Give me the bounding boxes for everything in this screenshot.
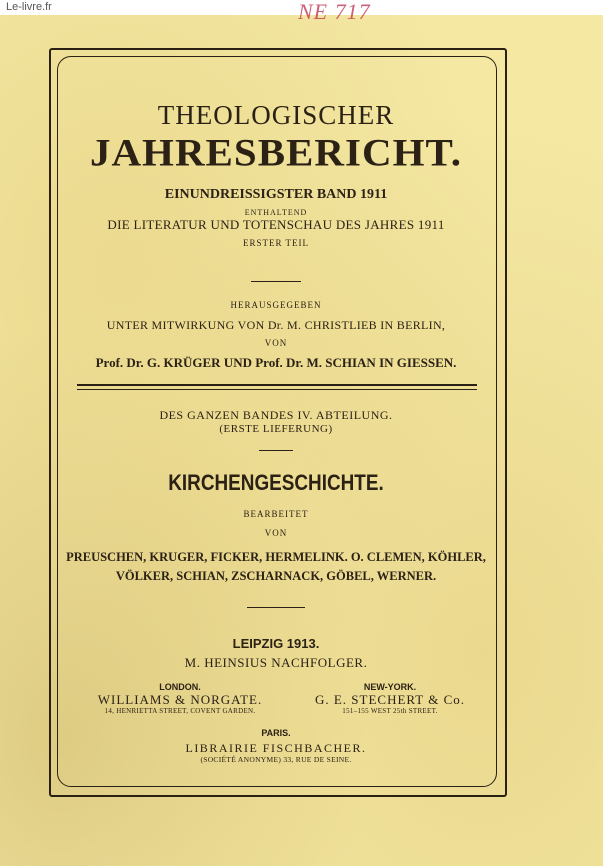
paris-city: PARIS. (261, 728, 291, 738)
subject-title: KIRCHENGESCHICHTE. (168, 470, 384, 495)
handwritten-mark: NE 717 (298, 0, 371, 24)
london-city: LONDON. (159, 682, 201, 692)
editors-line: Prof. Dr. G. KRÜGER UND Prof. Dr. M. SCHIAN IN GIESSEN. (95, 355, 457, 370)
ny-city: NEW-YORK. (363, 682, 417, 692)
place-year: LEIPZIG 1913. (232, 636, 320, 651)
by-label-2: VON (264, 528, 288, 538)
volume-line: EINUNDREISSIGSTER BAND 1911 (164, 187, 388, 202)
london-address: 14, HENRIETTA STREET, COVENT GARDEN. (104, 707, 256, 715)
paris-address: (SOCIÉTÉ ANONYME) 33, RUE DE SEINE. (200, 755, 352, 764)
divider-short-2 (259, 450, 293, 451)
division-line: DES GANZEN BANDES IV. ABTEILUNG. (159, 408, 393, 422)
delivery-line: (ERSTE LIEFERUNG) (219, 423, 333, 435)
authors-line-2: VÖLKER, SCHIAN, ZSCHARNACK, GÖBEL, WERNER. (115, 569, 437, 583)
series-title: THEOLOGISCHER (157, 100, 395, 130)
paris-publisher: LIBRAIRIE FISCHBACHER. (185, 741, 367, 755)
publisher-name: M. HEINSIUS NACHFOLGER. (184, 655, 368, 670)
edited-label: BEARBEITET (243, 509, 309, 519)
watermark-text: Le-livre.fr (6, 1, 52, 13)
cover-content (57, 56, 495, 785)
ny-address: 151–155 WEST 25th STREET. (342, 707, 438, 715)
main-title: JAHRESBERICHT. (89, 130, 463, 174)
divider-short (251, 281, 301, 282)
authors-line-1: PREUSCHEN, KRUGER, FICKER, HERMELINK. O. CLEMEN, KÖHLER, (66, 550, 486, 564)
ny-publisher: G. E. STECHERT & Co. (314, 692, 466, 707)
published-label: HERAUSGEGEBEN (230, 300, 322, 310)
london-publisher: WILLIAMS & NORGATE. (97, 692, 263, 707)
collaboration-line: UNTER MITWIRKUNG VON Dr. M. CHRISTLIEB IN BERLIN, (106, 318, 446, 332)
literature-line: DIE LITERATUR UND TOTENSCHAU DES JAHRES 1911 (107, 217, 445, 232)
divider-short-3 (247, 607, 305, 608)
by-label: VON (264, 338, 288, 348)
containing-label: ENTHALTEND (244, 208, 308, 217)
part-label: ERSTER TEIL (242, 238, 310, 248)
double-rule-top (77, 384, 477, 386)
double-rule-bottom (77, 389, 477, 390)
